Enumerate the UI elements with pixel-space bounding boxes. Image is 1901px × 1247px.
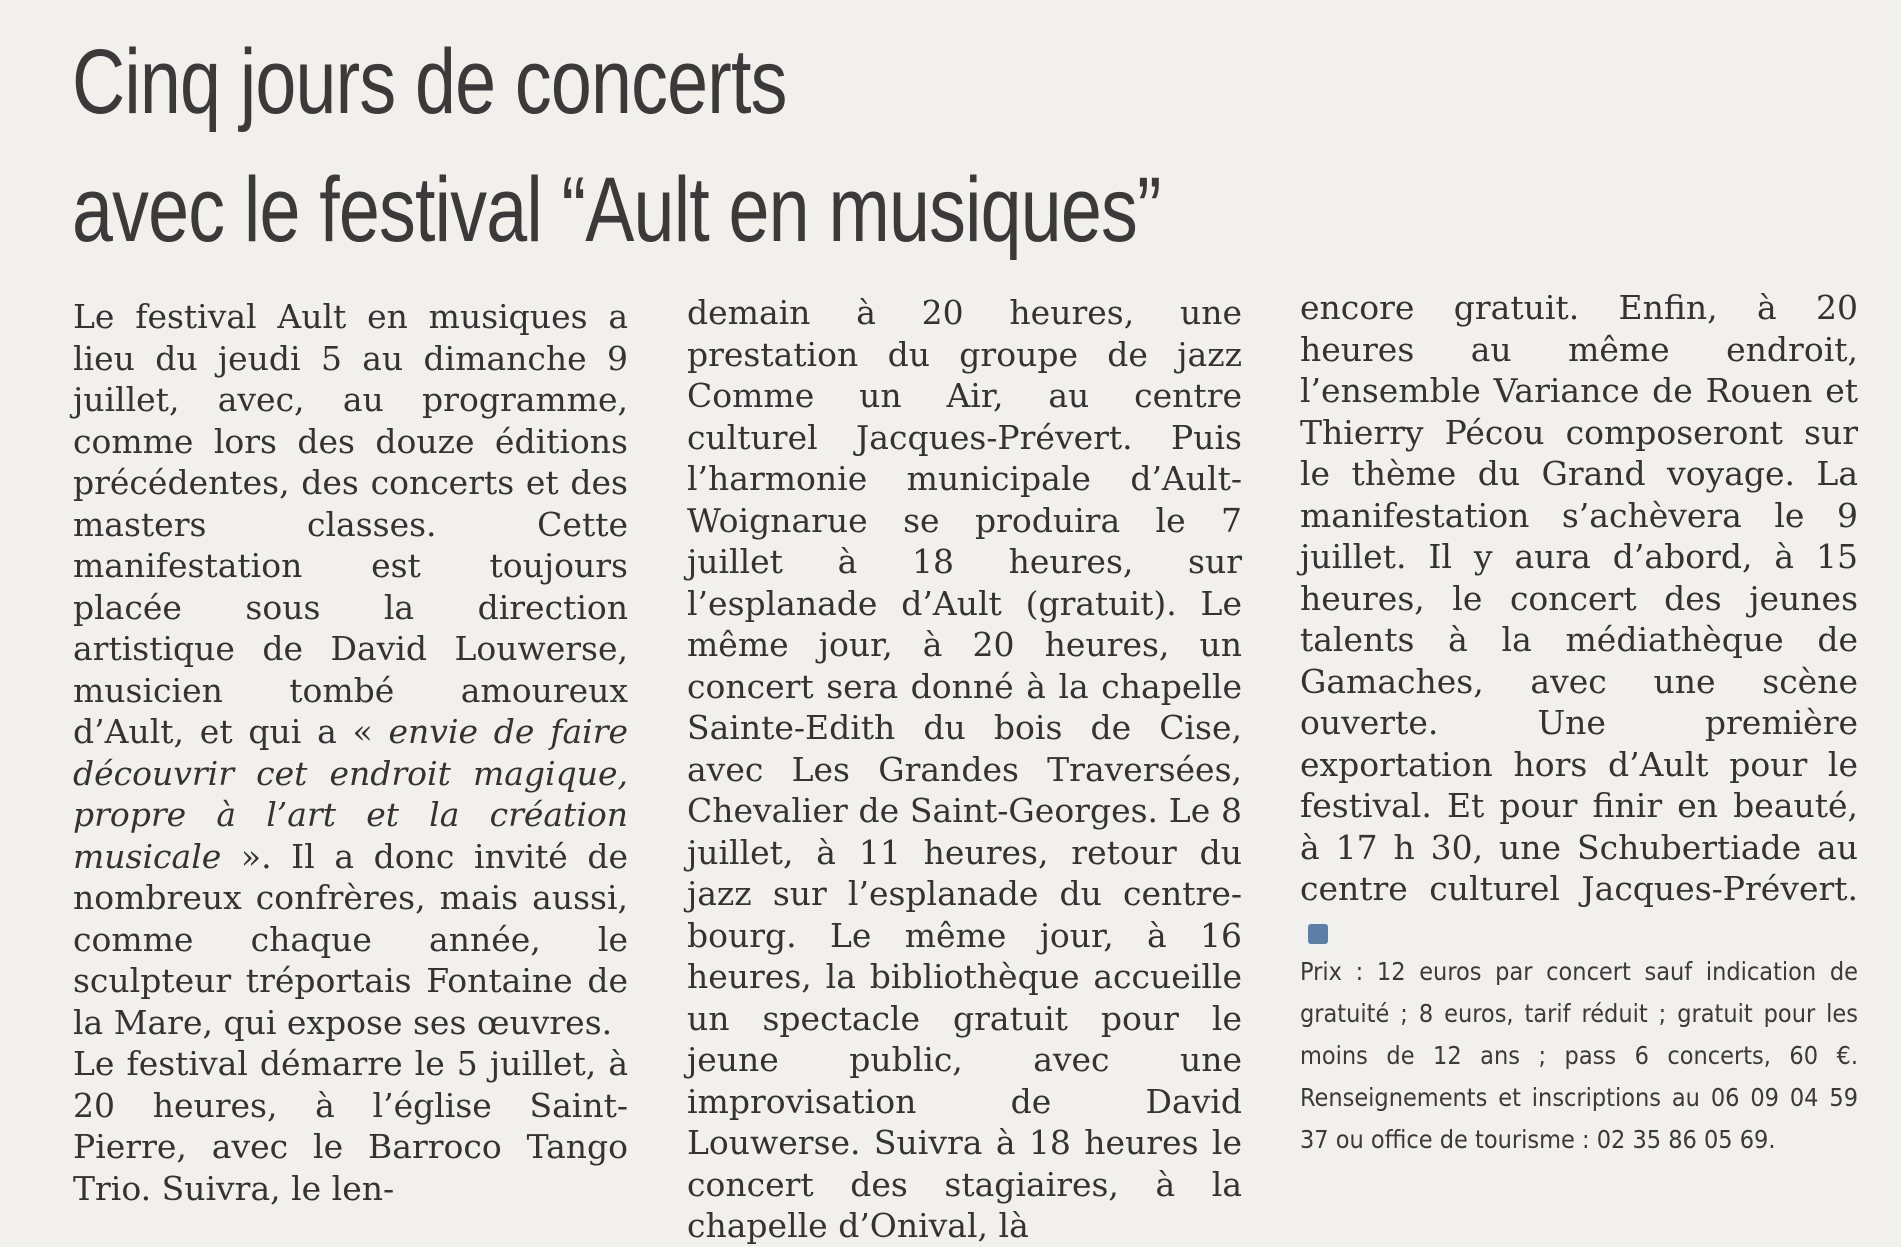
headline-line-2: avec le festival “Ault en musiques”: [72, 159, 1161, 261]
practical-info: Prix : 12 euros par concert sauf indication de gratuité ; 8 euros, tarif réduit ; gratuit pour les moins de 12 ans ; pass 6 concerts, 60 €. Renseignements et inscriptions au 06 09 04 59 37 ou office de tourisme : 02 35 86 05 69.: [1300, 957, 1858, 1154]
quote-text: envie de faire découvrir cet endroit magique, propre à l’art et la création musicale: [73, 712, 628, 876]
column-3-paragraph-1: [1300, 287, 1858, 951]
headline-line-1: Cinq jours de concerts: [72, 31, 787, 133]
article-column-2: [687, 292, 1242, 1247]
article-column-1: [73, 296, 628, 1209]
end-of-article-square-icon: [1308, 924, 1328, 944]
article-headline: [72, 18, 1496, 274]
paragraph-text: ». Il a donc invité de nombreux confrères, mais aussi, comme chaque année, le sculpteur tréportais Fontaine de la Mare, qui expose ses œuvres.: [73, 836, 628, 1042]
column-1-paragraph-1: [73, 296, 628, 1043]
column-2-paragraph-1: demain à 20 heures, une prestation du groupe de jazz Comme un Air, au centre culturel Jacques-Prévert. Puis l’harmonie municipale d’Ault-Woignarue se produira le 7 juillet à 18 heures, sur l’esplanade d’Ault (gratuit). Le même jour, à 20 heures, un concert sera donné à la chapelle Sainte-Edith du bois de Cise, avec Les Grandes Traversées, Chevalier de Saint-Georges. Le 8 juillet, à 11 heures, retour du jazz sur l’esplanade du centre-bourg. Le même jour, à 16 heures, la bibliothèque accueille un spectacle gratuit pour le jeune public, avec une improvisation de David Louwerse. Suivra à 18 heures le concert des stagiaires, à la chapelle d’Onival, là: [687, 293, 1242, 1245]
column-1-paragraph-2: Le festival démarre le 5 juillet, à 20 heures, à l’église Saint-Pierre, avec le Barroco Tango Trio. Suivra, le len-: [73, 1044, 628, 1208]
paragraph-text: encore gratuit. Enfin, à 20 heures au même endroit, l’ensemble Variance de Rouen et Thierry Pécou composeront sur le thème du Grand voyage. La manifestation s’achèvera le 9 juillet. Il y aura d’abord, à 15 heures, le concert des jeunes talents à la médiathèque de Gamaches, avec une scène ouverte. Une première exportation hors d’Ault pour le festival. Et pour finir en beauté, à 17 h 30, une Schubertiade au centre culturel Jacques-Prévert.: [1300, 288, 1858, 908]
article-column-3: [1300, 287, 1858, 1161]
paragraph-text: Le festival Ault en musiques a lieu du jeudi 5 au dimanche 9 juillet, avec, au programme, comme lors des douze éditions précédentes, des concerts et des masters classes. Cette manifestation est toujours placée sous la direction artistique de David Louwerse, musicien tombé amoureux d’Ault, et qui a «: [73, 297, 628, 751]
